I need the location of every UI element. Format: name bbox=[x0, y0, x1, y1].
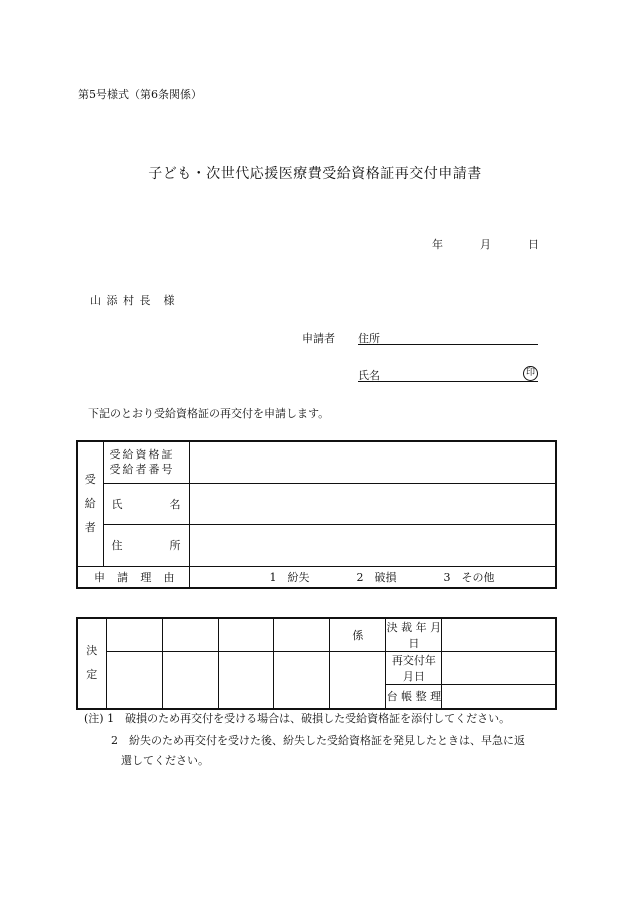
decision-date-field[interactable] bbox=[442, 618, 556, 652]
ledger-field[interactable] bbox=[442, 685, 556, 709]
stamp-cell-4[interactable] bbox=[274, 652, 330, 709]
note-2-continuation: 還してください。 bbox=[121, 754, 209, 767]
stamp-cell-2[interactable] bbox=[162, 652, 218, 709]
decision-table bbox=[76, 617, 557, 710]
intro-text: 下記のとおり受給資格証の再交付を申請します。 bbox=[88, 407, 330, 420]
stamp-cell-2-header bbox=[162, 618, 218, 652]
recipient-address-field[interactable] bbox=[189, 524, 556, 566]
reissue-date-field[interactable] bbox=[442, 652, 556, 685]
stamp-cell-3[interactable] bbox=[218, 652, 274, 709]
addressee: 山 添 村 長 様 bbox=[90, 294, 176, 307]
applicant-address-label: 住所 bbox=[358, 332, 380, 345]
applicant-name-label: 氏名 bbox=[358, 369, 380, 382]
name-label: 氏 名 bbox=[103, 483, 189, 524]
reissue-date-label: 再交付年月日 bbox=[386, 652, 442, 685]
note-2: 2 紛失のため再交付を受けた後、紛失した受給資格証を発見したときは、早急に返 bbox=[111, 734, 525, 747]
address-label: 住 所 bbox=[103, 524, 189, 566]
form-number: 第5号様式（第6条関係） bbox=[78, 88, 202, 101]
staff-label: 係 bbox=[330, 618, 386, 652]
stamp-cell-3-header bbox=[218, 618, 274, 652]
date-month-label: 月 bbox=[480, 238, 491, 251]
date-year-label: 年 bbox=[432, 238, 443, 251]
stamp-cell-1-header bbox=[106, 618, 162, 652]
recipient-group-label: 受 給 者 bbox=[77, 441, 103, 566]
applicant-label: 申請者 bbox=[302, 332, 335, 345]
date-day-label: 日 bbox=[528, 238, 539, 251]
applicant-address-field[interactable] bbox=[358, 330, 538, 345]
stamp-cell-4-header bbox=[274, 618, 330, 652]
recipient-table bbox=[76, 440, 557, 589]
decision-label: 決 定 bbox=[77, 618, 106, 709]
seal-mark: 印 bbox=[523, 366, 538, 381]
reason-options bbox=[189, 566, 556, 588]
ledger-label: 台 帳 整 理 bbox=[386, 685, 442, 709]
page-title: 子ども・次世代応援医療費受給資格証再交付申請書 bbox=[148, 166, 482, 182]
reason-damaged[interactable]: 2 破損 bbox=[356, 570, 397, 584]
decision-date-label: 決 裁 年 月 日 bbox=[386, 618, 442, 652]
note-1: (注) 1 破損のため再交付を受ける場合は、破損した受給資格証を添付してください。 bbox=[84, 712, 511, 725]
cert-number-label: 受給資格証 受給者番号 bbox=[103, 441, 189, 483]
recipient-name-field[interactable] bbox=[189, 483, 556, 524]
reason-other[interactable]: 3 その他 bbox=[443, 570, 495, 584]
reason-lost[interactable]: 1 紛失 bbox=[269, 570, 310, 584]
reason-label: 申 請 理 由 bbox=[77, 566, 189, 588]
stamp-cell-1[interactable] bbox=[106, 652, 162, 709]
applicant-name-field[interactable] bbox=[358, 367, 538, 382]
staff-stamp-cell[interactable] bbox=[330, 652, 386, 709]
cert-number-field[interactable] bbox=[189, 441, 556, 483]
